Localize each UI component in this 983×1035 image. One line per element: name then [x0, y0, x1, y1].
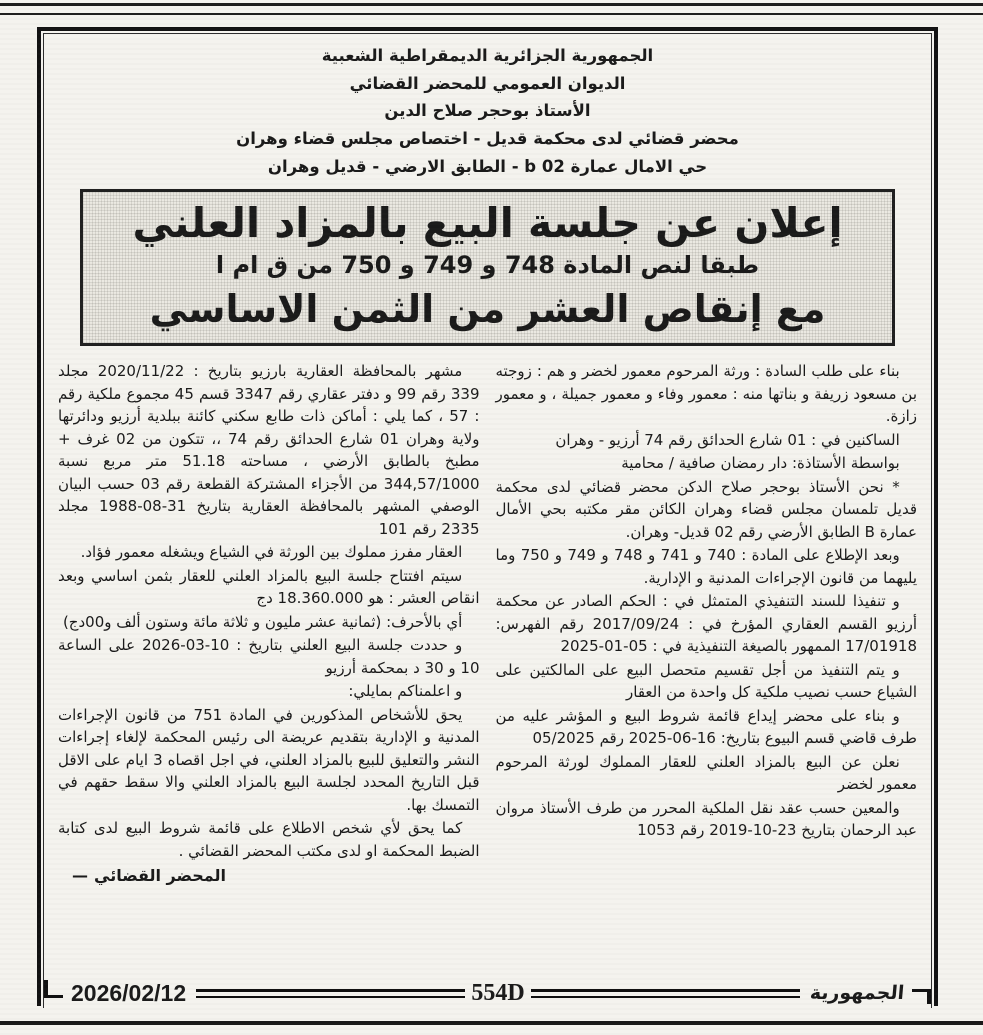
notice-frame-inner: [43, 33, 932, 1008]
body-paragraph: بناء على طلب السادة : ورثة المرحوم معمور لخضر و هم : زوجته بن مسعود زريفة و بناتها منه : معمور وفاء و معمور جميلة ، و معمور زازة.: [495, 362, 917, 426]
body-paragraph: * نحن الأستاذ بوحجر صلاح الدكن محضر قضائي لدى محكمة قديل تلمسان مجلس قضاء وهران الكائن مقر مكتبه بحي الأمال عمارة B الطابق الأرضي رقم 02 قديل- وهران.: [495, 477, 917, 541]
footer-divider-right: [531, 989, 800, 998]
body-paragraph: والمعين حسب عقد نقل الملكية المحرر من طرف الأستاذ مروان عبد الرحمان بتاريخ 23-10-2019 رقم 1053: [495, 798, 917, 840]
top-adjacent-ad-rule: [0, 3, 983, 15]
publication-date: 2026/02/12: [71, 979, 187, 1006]
signature-dash: —: [72, 866, 88, 886]
notice-title-subtitle: مع إنقاص العشر من الثمن الاساسي: [149, 286, 826, 331]
body-paragraph: أي بالأحرف: (ثمانية عشر مليون و ثلاثة مائة وستون ألف و00دج): [62, 612, 463, 631]
left-corner-bracket-icon: [44, 980, 63, 998]
newspaper-masthead: الجمهورية: [808, 982, 905, 1004]
body-paragraph: يحق للأشخاص المذكورين في المادة 751 من قانون الإجراءات المدنية و الإدارية بتقديم عريضة الى رئيس المحكمة لإلغاء إجراءات النشر والتعليق للبيع بالمزاد العلني، في اجل اقصاه 3 ايام على الاقل قبل التاريخ المحدد لجلسة البيع بالمزاد العلني والا سقط حقهم في التمسك بها.: [58, 705, 480, 814]
ad-reference-number: 554D: [471, 979, 525, 1006]
body-paragraph: و يتم التنفيذ من أجل تقسيم متحصل البيع على المالكتين على الشياع حسب نصيب ملكية كل واحدة من العقار: [495, 660, 917, 702]
body-right-column: [496, 360, 918, 978]
header-line-address: حي الامال عمارة 02 b - الطابق الارضي - قديل وهران: [267, 156, 708, 176]
notice-frame: [37, 27, 938, 1006]
body-paragraph: العقار مفرز مملوك بين الورثة في الشياع ويشغله معمور فؤاد.: [80, 543, 463, 562]
header-line-office: الديوان العمومي للمحضر القضائي: [349, 73, 626, 93]
body-paragraph: و اعلمناكم بمايلي:: [348, 682, 463, 701]
body-paragraph: نعلن عن البيع بالمزاد العلني للعقار المملوك لورثة المرحوم معمور لخضر: [495, 752, 917, 794]
body-paragraph: و بناء على محضر إيداع قائمة شروط البيع و المؤشر عليه من طرف قاضي قسم البيوع بتاريخ: 16-06-2025 رقم 05/2025: [495, 706, 917, 748]
body-paragraph: بواسطة الأستاذة: دار رمضان صافية / محامية: [621, 454, 900, 473]
body-paragraph: و حددت جلسة البيع العلني بتاريخ : 10-03-2026 على الساعة 10 و 30 د بمحكمة أرزيو: [58, 636, 480, 677]
header-line-republic: الجمهورية الجزائرية الديمقراطية الشعبية: [321, 46, 654, 65]
notice-header: [58, 42, 917, 181]
body-paragraph: كما يحق لأي شخص الاطلاع على قائمة شروط البيع لدى كتابة الضبط المحكمة او لدى مكتب المحضر القضائي .: [58, 819, 480, 860]
body-paragraph: وبعد الإطلاع على المادة : 740 و 741 و 748 و 749 و 750 وما يليهما من قانون الإجراءات المدنية و الإدارية.: [495, 546, 917, 587]
header-line-court: محضر قضائي لدى محكمة قديل - اختصاص مجلس قضاء وهران: [236, 129, 739, 149]
notice-title: إعلان عن جلسة البيع بالمزاد العلني: [132, 198, 843, 247]
body-left-column: [58, 360, 480, 978]
body-paragraph: مشهر بالمحافظة العقارية بارزيو بتاريخ : 2020/11/22 مجلد 339 رقم 99 و دفتر عقاري رقم 3347 قسم 45 مجموع ملكية رقم : 57 ، كما يلي : أماكن ذات طابع سكني كائنة ببلدية أرزيو ودائرتها ولاية وهران 01 شارع الحدائق رقم 74 ،، تتكون من 02 غرف + مطبخ بالطابق الأرضي ، مساحته 51.18 متر مربع نسبة 344,57/1000 من الأجزاء المشتركة القطعة رقم 03 حسب البيان الوصفي المشهر بالمحافظة العقارية بتاريخ 31-08-1988 مجلد 2335 رقم 101: [58, 362, 480, 538]
bailiff-signature: المحضر القضائي: [94, 866, 227, 886]
body-paragraph: سيتم افتتاح جلسة البيع بالمزاد العلني للعقار بثمن اساسي وبعد انقاص العشر : هو 18.360.000 دج: [58, 566, 480, 608]
body-paragraph: الساكنين في : 01 شارع الحدائق رقم 74 أرزيو - وهران: [555, 430, 900, 449]
footer-divider-left: [196, 989, 465, 998]
notice-title-articles: طبقا لنص المادة 748 و 749 و 750 من ق ام ا: [215, 250, 760, 279]
right-corner-bracket-icon: [912, 989, 931, 1004]
body-paragraph: و تنفيذا للسند التنفيذي المتمثل في : الحكم الصادر عن محكمة أرزيو القسم العقاري المؤرخ في : 2017/09/24 رقم الفهرس: 17/01918 الممهور بالصيغة التنفيذية في : 05-01-2025: [495, 592, 917, 656]
header-line-bailiff: الأستاذ بوحجر صلاح الدين: [384, 101, 591, 121]
signature-line: [72, 866, 480, 885]
bottom-page-rule: [0, 1021, 983, 1025]
title-box: [80, 189, 895, 347]
footer-rule: [42, 978, 933, 1008]
notice-body: [58, 360, 917, 978]
